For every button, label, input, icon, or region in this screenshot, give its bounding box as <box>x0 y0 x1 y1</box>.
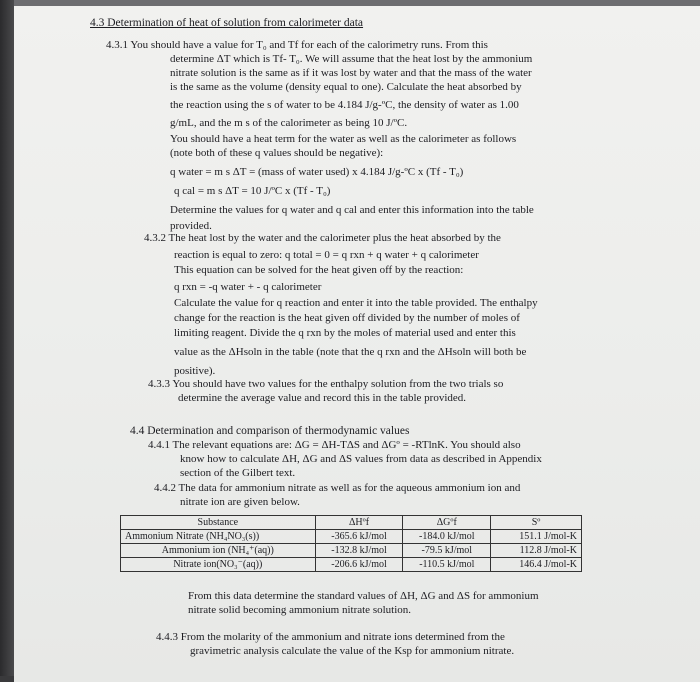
table-row <box>121 558 582 572</box>
p441-line: know how to calculate ΔH, ΔG and ΔS values from data as described in Appendix <box>180 453 542 465</box>
table-cell: -184.0 kJ/mol <box>403 530 491 544</box>
q-cal-equation: q cal = m s ΔT = 10 J/ºC x (Tf - T₀) <box>174 185 331 197</box>
p432-line: Calculate the value for q reaction and enter it into the table provided. The enthalpy <box>174 297 538 309</box>
p431-line: determine ΔT which is Tf- T₀. We will assume that the heat lost by the ammonium <box>170 53 533 65</box>
table-cell: -365.6 kJ/mol <box>315 530 403 544</box>
p432-line: 4.3.2 The heat lost by the water and the calorimeter plus the heat absorbed by the <box>144 232 501 244</box>
table-cell: Ammonium Nitrate (NH₄NO₃(s)) <box>121 530 316 544</box>
p431-line: Determine the values for q water and q cal and enter this information into the table <box>170 204 534 216</box>
p431-line: (note both of these q values should be negative): <box>170 147 384 159</box>
p432-line: positive). <box>174 365 216 377</box>
table-header-row <box>121 516 582 530</box>
q-total-equation: reaction is equal to zero: q total = 0 = q rxn + q water + q calorimeter <box>174 249 479 261</box>
after-table-line: nitrate solid becoming ammonium nitrate solution. <box>188 604 412 616</box>
section-4-4-heading: 4.4 Determination and comparison of thermodynamic values <box>130 425 410 437</box>
p431-line: is the same as the volume (density equal to one). Calculate the heat absorbed by <box>170 81 522 93</box>
table-header-cell: Sº <box>491 516 582 530</box>
p431-line: provided. <box>170 220 212 232</box>
q-water-equation: q water = m s ΔT = (mass of water used) x 4.184 J/g-ºC x (Tf - T₀) <box>170 166 464 178</box>
p441-line: 4.4.1 The relevant equations are: ΔG = ΔH-TΔS and ΔGº = -RTlnK. You should also <box>148 439 521 451</box>
table-cell: 146.4 J/mol-K <box>491 558 582 572</box>
p443-line: 4.4.3 From the molarity of the ammonium and nitrate ions determined from the <box>156 631 505 643</box>
q-rxn-equation: q rxn = -q water + - q calorimeter <box>174 281 322 293</box>
thermo-data-table <box>120 515 582 572</box>
table-header-cell: ΔHºf <box>315 516 403 530</box>
table-cell: 151.1 J/mol-K <box>491 530 582 544</box>
after-table-line: From this data determine the standard values of ΔH, ΔG and ΔS for ammonium <box>188 590 539 602</box>
table-header-cell: ΔGºf <box>403 516 491 530</box>
document-page <box>14 6 700 682</box>
table-cell: 112.8 J/mol-K <box>491 544 582 558</box>
table-cell: Nitrate ion(NO₃⁻(aq)) <box>121 558 316 572</box>
p431-line: 4.3.1 You should have a value for T₀ and Tf for each of the calorimetry runs. From this <box>106 39 488 51</box>
p431-line: g/mL, and the m s of the calorimeter as being 10 J/ºC. <box>170 117 408 129</box>
table-header-cell: Substance <box>121 516 316 530</box>
table-cell: -79.5 kJ/mol <box>403 544 491 558</box>
p432-line: value as the ΔHsoln in the table (note that the q rxn and the ΔHsoln will both be <box>174 346 527 358</box>
p431-line: You should have a heat term for the water as well as the calorimeter as follows <box>170 133 517 145</box>
p442-line: 4.4.2 The data for ammonium nitrate as well as for the aqueous ammonium ion and <box>154 482 521 494</box>
p433-line: 4.3.3 You should have two values for the enthalpy solution from the two trials so <box>148 378 504 390</box>
p442-line: nitrate ion are given below. <box>180 496 300 508</box>
p433-line: determine the average value and record this in the table provided. <box>178 392 467 404</box>
p432-line: This equation can be solved for the heat given off by the reaction: <box>174 264 464 276</box>
table-cell: -132.8 kJ/mol <box>315 544 403 558</box>
photo-edge-shadow <box>0 0 14 676</box>
p432-line: change for the reaction is the heat given off divided by the number of moles of <box>174 312 520 324</box>
p441-line: section of the Gilbert text. <box>180 467 296 479</box>
p431-line: nitrate solution is the same as if it was lost by water and that the mass of the water <box>170 67 532 79</box>
table-cell: -110.5 kJ/mol <box>403 558 491 572</box>
table-cell: -206.6 kJ/mol <box>315 558 403 572</box>
table-cell: Ammonium ion (NH₄⁺(aq)) <box>121 544 316 558</box>
p443-line: gravimetric analysis calculate the value of the Ksp for ammonium nitrate. <box>190 645 515 657</box>
p431-line: the reaction using the s of water to be 4.184 J/g-ºC, the density of water as 1.00 <box>170 99 519 111</box>
section-4-3-heading: 4.3 Determination of heat of solution from calorimeter data <box>90 17 364 29</box>
table-row <box>121 530 582 544</box>
p432-line: limiting reagent. Divide the q rxn by the moles of material used and enter this <box>174 327 516 339</box>
table-row <box>121 544 582 558</box>
